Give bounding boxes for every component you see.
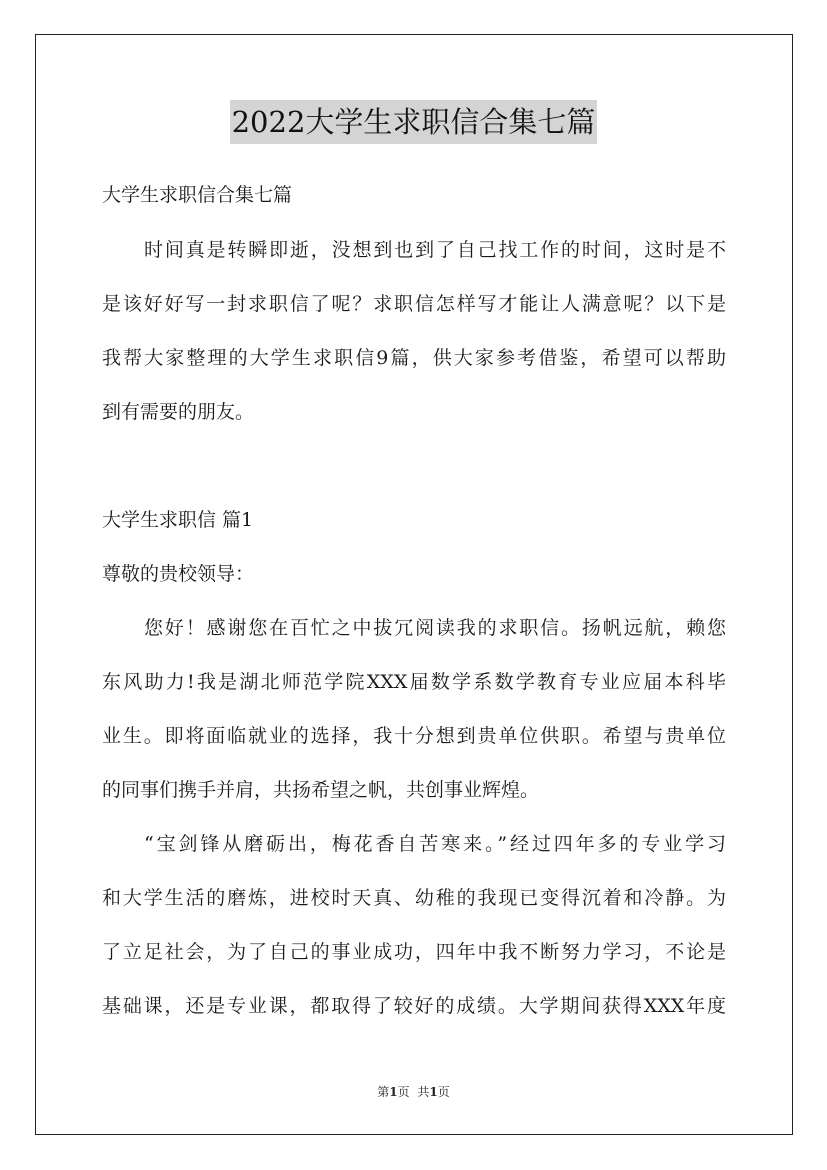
intro-line-1: 时间真是转瞬即逝，没想到也到了自己找工作的时间，这时是不 [144,239,726,261]
intro-line-2: 是该好好写一封求职信了呢？求职信怎样写才能让人满意呢？以下是 [102,293,726,315]
intro-line-3: 我帮大家整理的大学生求职信9篇，供大家参考借鉴，希望可以帮助 [102,347,726,369]
title-container [0,100,827,144]
page-footer [0,1083,827,1100]
footer-total-suffix: 页 [437,1085,450,1099]
para1-line-3: 业生。即将面临就业的选择，我十分想到贵单位供职。希望与贵单位 [102,725,726,747]
para2-line-2: 和大学生活的磨炼，进校时天真、幼稚的我现已变得沉着和冷静。为 [102,887,726,909]
salutation: 尊敬的贵校领导： [102,563,255,585]
section-heading: 大学生求职信 篇1 [102,509,254,531]
footer-total-prefix: 共 [417,1085,430,1099]
footer-page-number: 1 [389,1085,398,1099]
document-subtitle: 大学生求职信合集七篇 [102,184,293,206]
footer-page-prefix: 第 [377,1085,390,1099]
footer-page-suffix: 页 [397,1085,410,1099]
footer-total-number: 1 [429,1085,438,1099]
para2-line-1: “宝剑锋从磨砺出，梅花香自苦寒来。”经过四年多的专业学习 [144,833,726,855]
intro-line-4: 到有需要的朋友。 [102,401,255,423]
para1-line-4: 的同事们携手并肩，共扬希望之帆，共创事业辉煌。 [102,779,540,801]
para1-line-1: 您好！感谢您在百忙之中拔冗阅读我的求职信。扬帆远航，赖您 [144,617,726,639]
document-title: 2022大学生求职信合集七篇 [230,100,598,144]
para2-line-4: 基础课，还是专业课，都取得了较好的成绩。大学期间获得XXX年度 [102,995,726,1017]
para1-line-2: 东风助力!我是湖北师范学院XXX届数学系数学教育专业应届本科毕 [102,671,726,693]
para2-line-3: 了立足社会，为了自己的事业成功，四年中我不断努力学习，不论是 [102,941,726,963]
